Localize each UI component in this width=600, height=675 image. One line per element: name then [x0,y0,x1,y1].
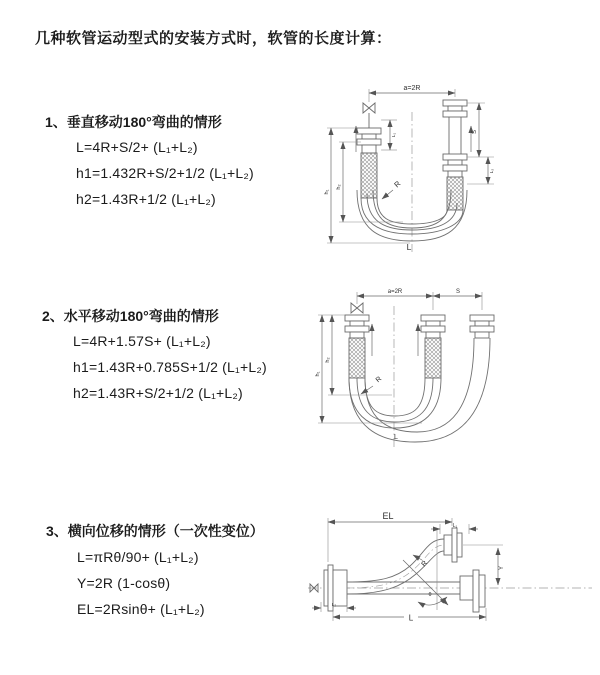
section-2-formula-L: L=4R+1.57S+ (L₁+L₂) [73,333,211,349]
dim-label-span: a=2R [403,85,421,92]
angle-label: θ [428,592,432,598]
radius-label: R [392,178,403,190]
dim-label-h2: h₂ [336,184,342,190]
section-2-heading: 2、水平移动180°弯曲的情形 [42,308,219,324]
section-3-heading: 3、横向位移的情形（一次性变位） [46,523,264,539]
section-2-formula-h1: h1=1.43R+0.785S+1/2 (L₁+L₂) [73,359,267,375]
dim-label-y: Y [499,565,505,571]
section-3-formula-EL: EL=2Rsinθ+ (L₁+L₂) [77,601,205,617]
valve-icon [351,303,363,313]
diagram-vertical-180-bend [313,72,593,257]
dim-label-h1: h₁ [324,189,330,195]
dim-label-s: S [472,129,478,135]
page-title: 几种软管运动型式的安装方式时，软管的长度计算： [35,30,392,47]
section-1-formula-h2: h2=1.43R+1/2 (L₁+L₂) [76,191,216,207]
section-3-formula-Y: Y=2R (1-cosθ) [77,575,171,591]
braided-hose-section [425,338,441,378]
dim-label-h2: h₂ [325,357,331,363]
radius-label: R [374,375,384,385]
length-label: L [406,242,412,252]
dim-label-l1: L₁ [452,523,458,529]
radius-label: R [420,559,430,569]
section-1-heading: 1、垂直移动180°弯曲的情形 [45,114,222,130]
dim-label-l2: L₂ [490,168,495,174]
section-2-formula-h2: h2=1.43R+S/2+1/2 (L₁+L₂) [73,385,243,401]
section-1-formula-h1: h1=1.432R+S/2+1/2 (L₁+L₂) [76,165,254,181]
diagram-horizontal-180-bend [310,282,590,454]
dim-label-l1: L₁ [392,132,397,138]
length-label: L [408,613,414,623]
dim-label-s: S [455,289,461,295]
section-1-formula-L: L=4R+S/2+ (L₁+L₂) [76,139,198,155]
length-label: L [394,434,398,441]
braided-hose-section [361,153,377,198]
dim-label-el: EL [382,511,394,521]
braided-hose-section [349,338,365,378]
diagram-lateral-displacement [300,498,600,653]
dim-label-h1: h₁ [315,371,321,377]
valve-icon [363,103,375,113]
section-3-formula-L: L=πRθ/90+ (L₁+L₂) [77,549,199,565]
dim-label-l2: L₂ [331,603,337,608]
dim-label-span: a=2R [387,289,403,295]
